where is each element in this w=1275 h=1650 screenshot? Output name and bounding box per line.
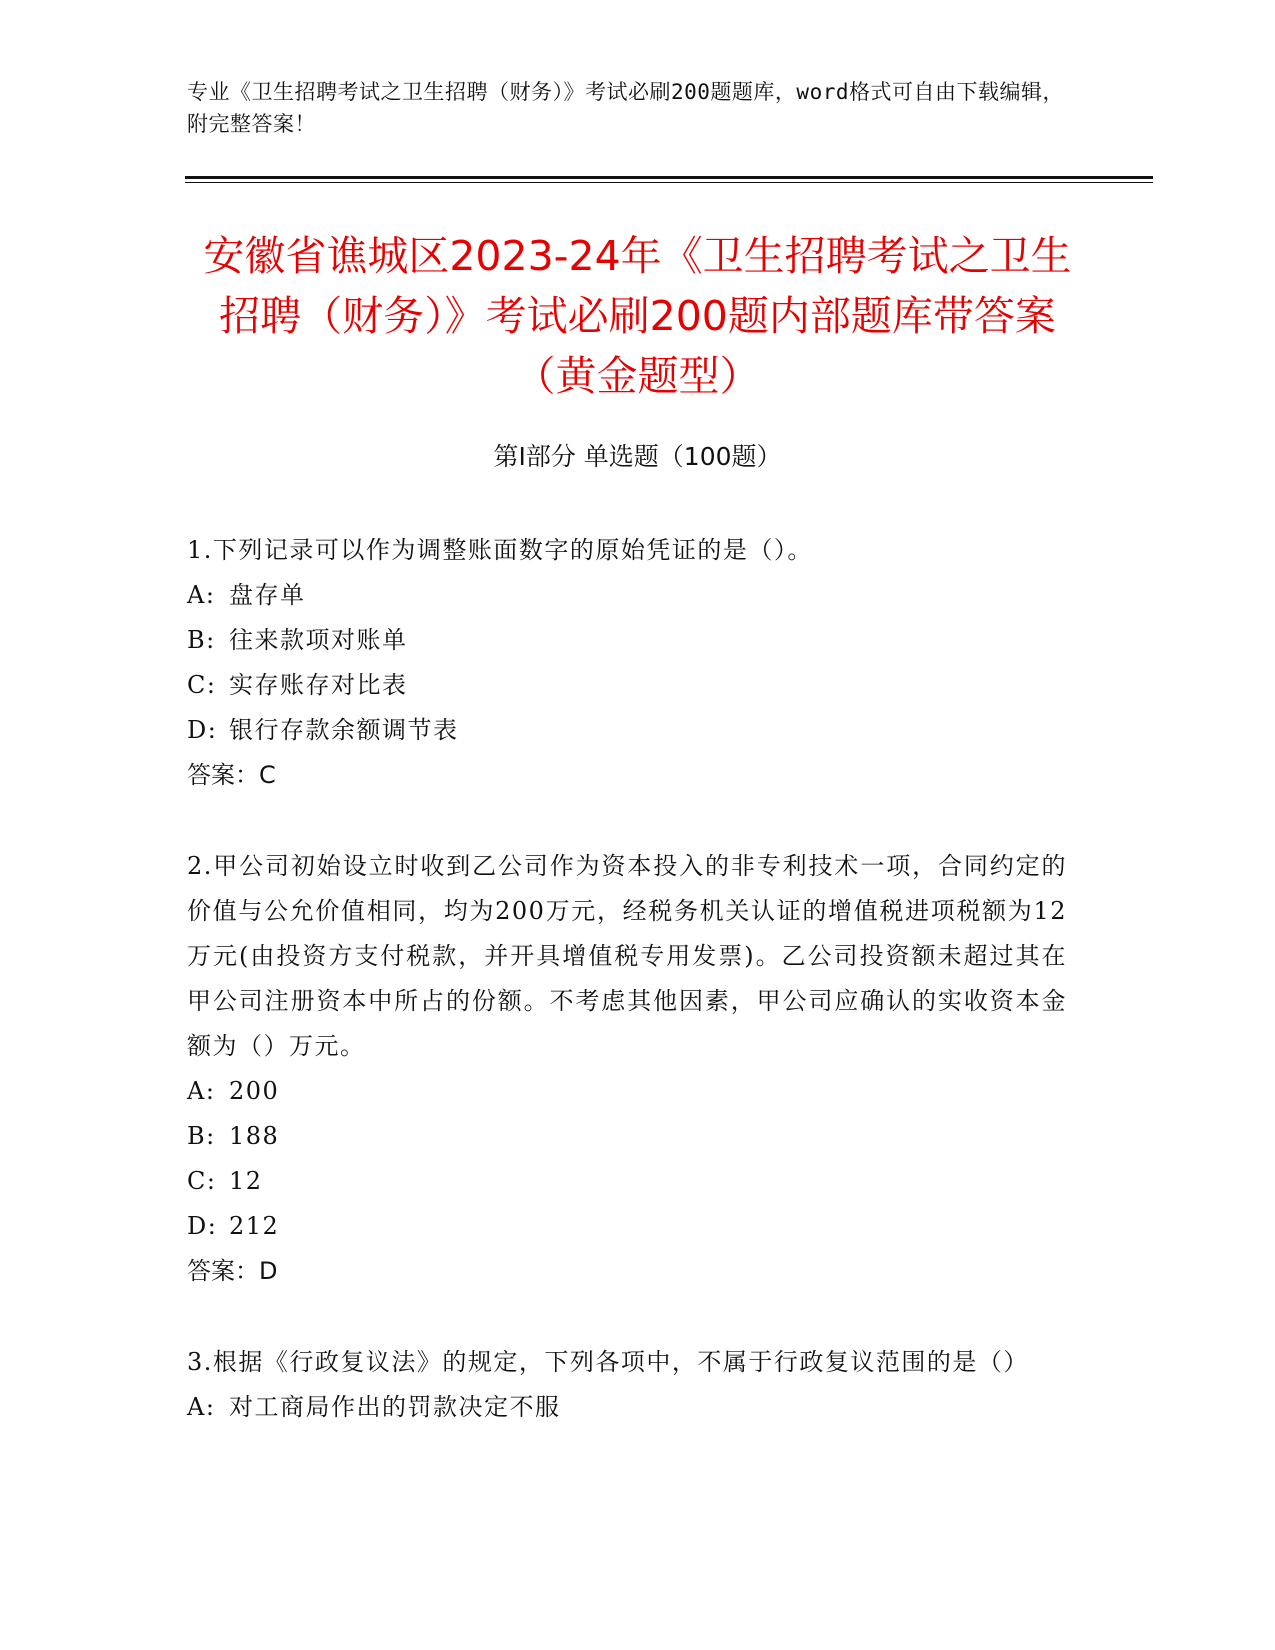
section-title: 第Ⅰ部分 单选题（100题） [493, 442, 782, 471]
question-stem: 2.甲公司初始设立时收到乙公司作为资本投入的非专利技术一项，合同约定的价值与公允价值相同，均为200万元，经税务机关认证的增值税进项税额为12万元(由投资方支付税款，并开具增值税专用发票)。乙公司投资额未超过其在甲公司注册资本中所占的份额。不考虑其他因素，甲公司应确认的实收资本金额为（）万元。 [187, 852, 1067, 1060]
answer-line: 答案：C [187, 761, 276, 789]
option-text: 盘存单 [229, 581, 306, 609]
option-a [187, 1385, 1067, 1430]
option-text: 12 [229, 1167, 263, 1195]
option-key: A: [187, 581, 216, 609]
question-1 [187, 528, 1067, 798]
header-divider-thin [185, 182, 1153, 183]
option-a [187, 1069, 1067, 1114]
option-key: B: [187, 626, 216, 654]
option-c [187, 1159, 1067, 1204]
question-2 [187, 844, 1067, 1294]
option-text: 实存账存对比表 [229, 671, 408, 699]
document-title: 安徽省谯城区2023-24年《卫生招聘考试之卫生招聘（财务）》考试必刷200题内部题库带答案（黄金题型） [203, 232, 1072, 400]
question-list [187, 528, 1067, 1476]
option-key: A: [187, 1077, 216, 1105]
option-key: C: [187, 671, 217, 699]
option-text: 212 [229, 1212, 280, 1240]
option-text: 200 [229, 1077, 280, 1105]
option-b [187, 618, 1067, 663]
option-c [187, 663, 1067, 708]
question-3 [187, 1340, 1067, 1430]
question-stem: 1.下列记录可以作为调整账面数字的原始凭证的是（）。 [187, 536, 813, 564]
option-d [187, 708, 1067, 753]
option-text: 188 [229, 1122, 280, 1150]
option-key: B: [187, 1122, 216, 1150]
option-d [187, 1204, 1067, 1249]
header-divider-thick [185, 176, 1153, 179]
option-text: 往来款项对账单 [229, 626, 408, 654]
option-b [187, 1114, 1067, 1159]
option-a [187, 573, 1067, 618]
question-stem: 3.根据《行政复议法》的规定，下列各项中，不属于行政复议范围的是（） [187, 1348, 1029, 1376]
option-key: A: [187, 1393, 216, 1421]
option-key: D: [187, 1212, 218, 1240]
header-note: 专业《卫生招聘考试之卫生招聘（财务）》考试必刷200题题库，word格式可自由下载编辑，附完整答案！ [187, 80, 1064, 136]
answer-line: 答案：D [187, 1257, 278, 1285]
option-key: C: [187, 1167, 217, 1195]
option-key: D: [187, 716, 218, 744]
option-text: 对工商局作出的罚款决定不服 [229, 1393, 561, 1421]
option-text: 银行存款余额调节表 [229, 716, 459, 744]
